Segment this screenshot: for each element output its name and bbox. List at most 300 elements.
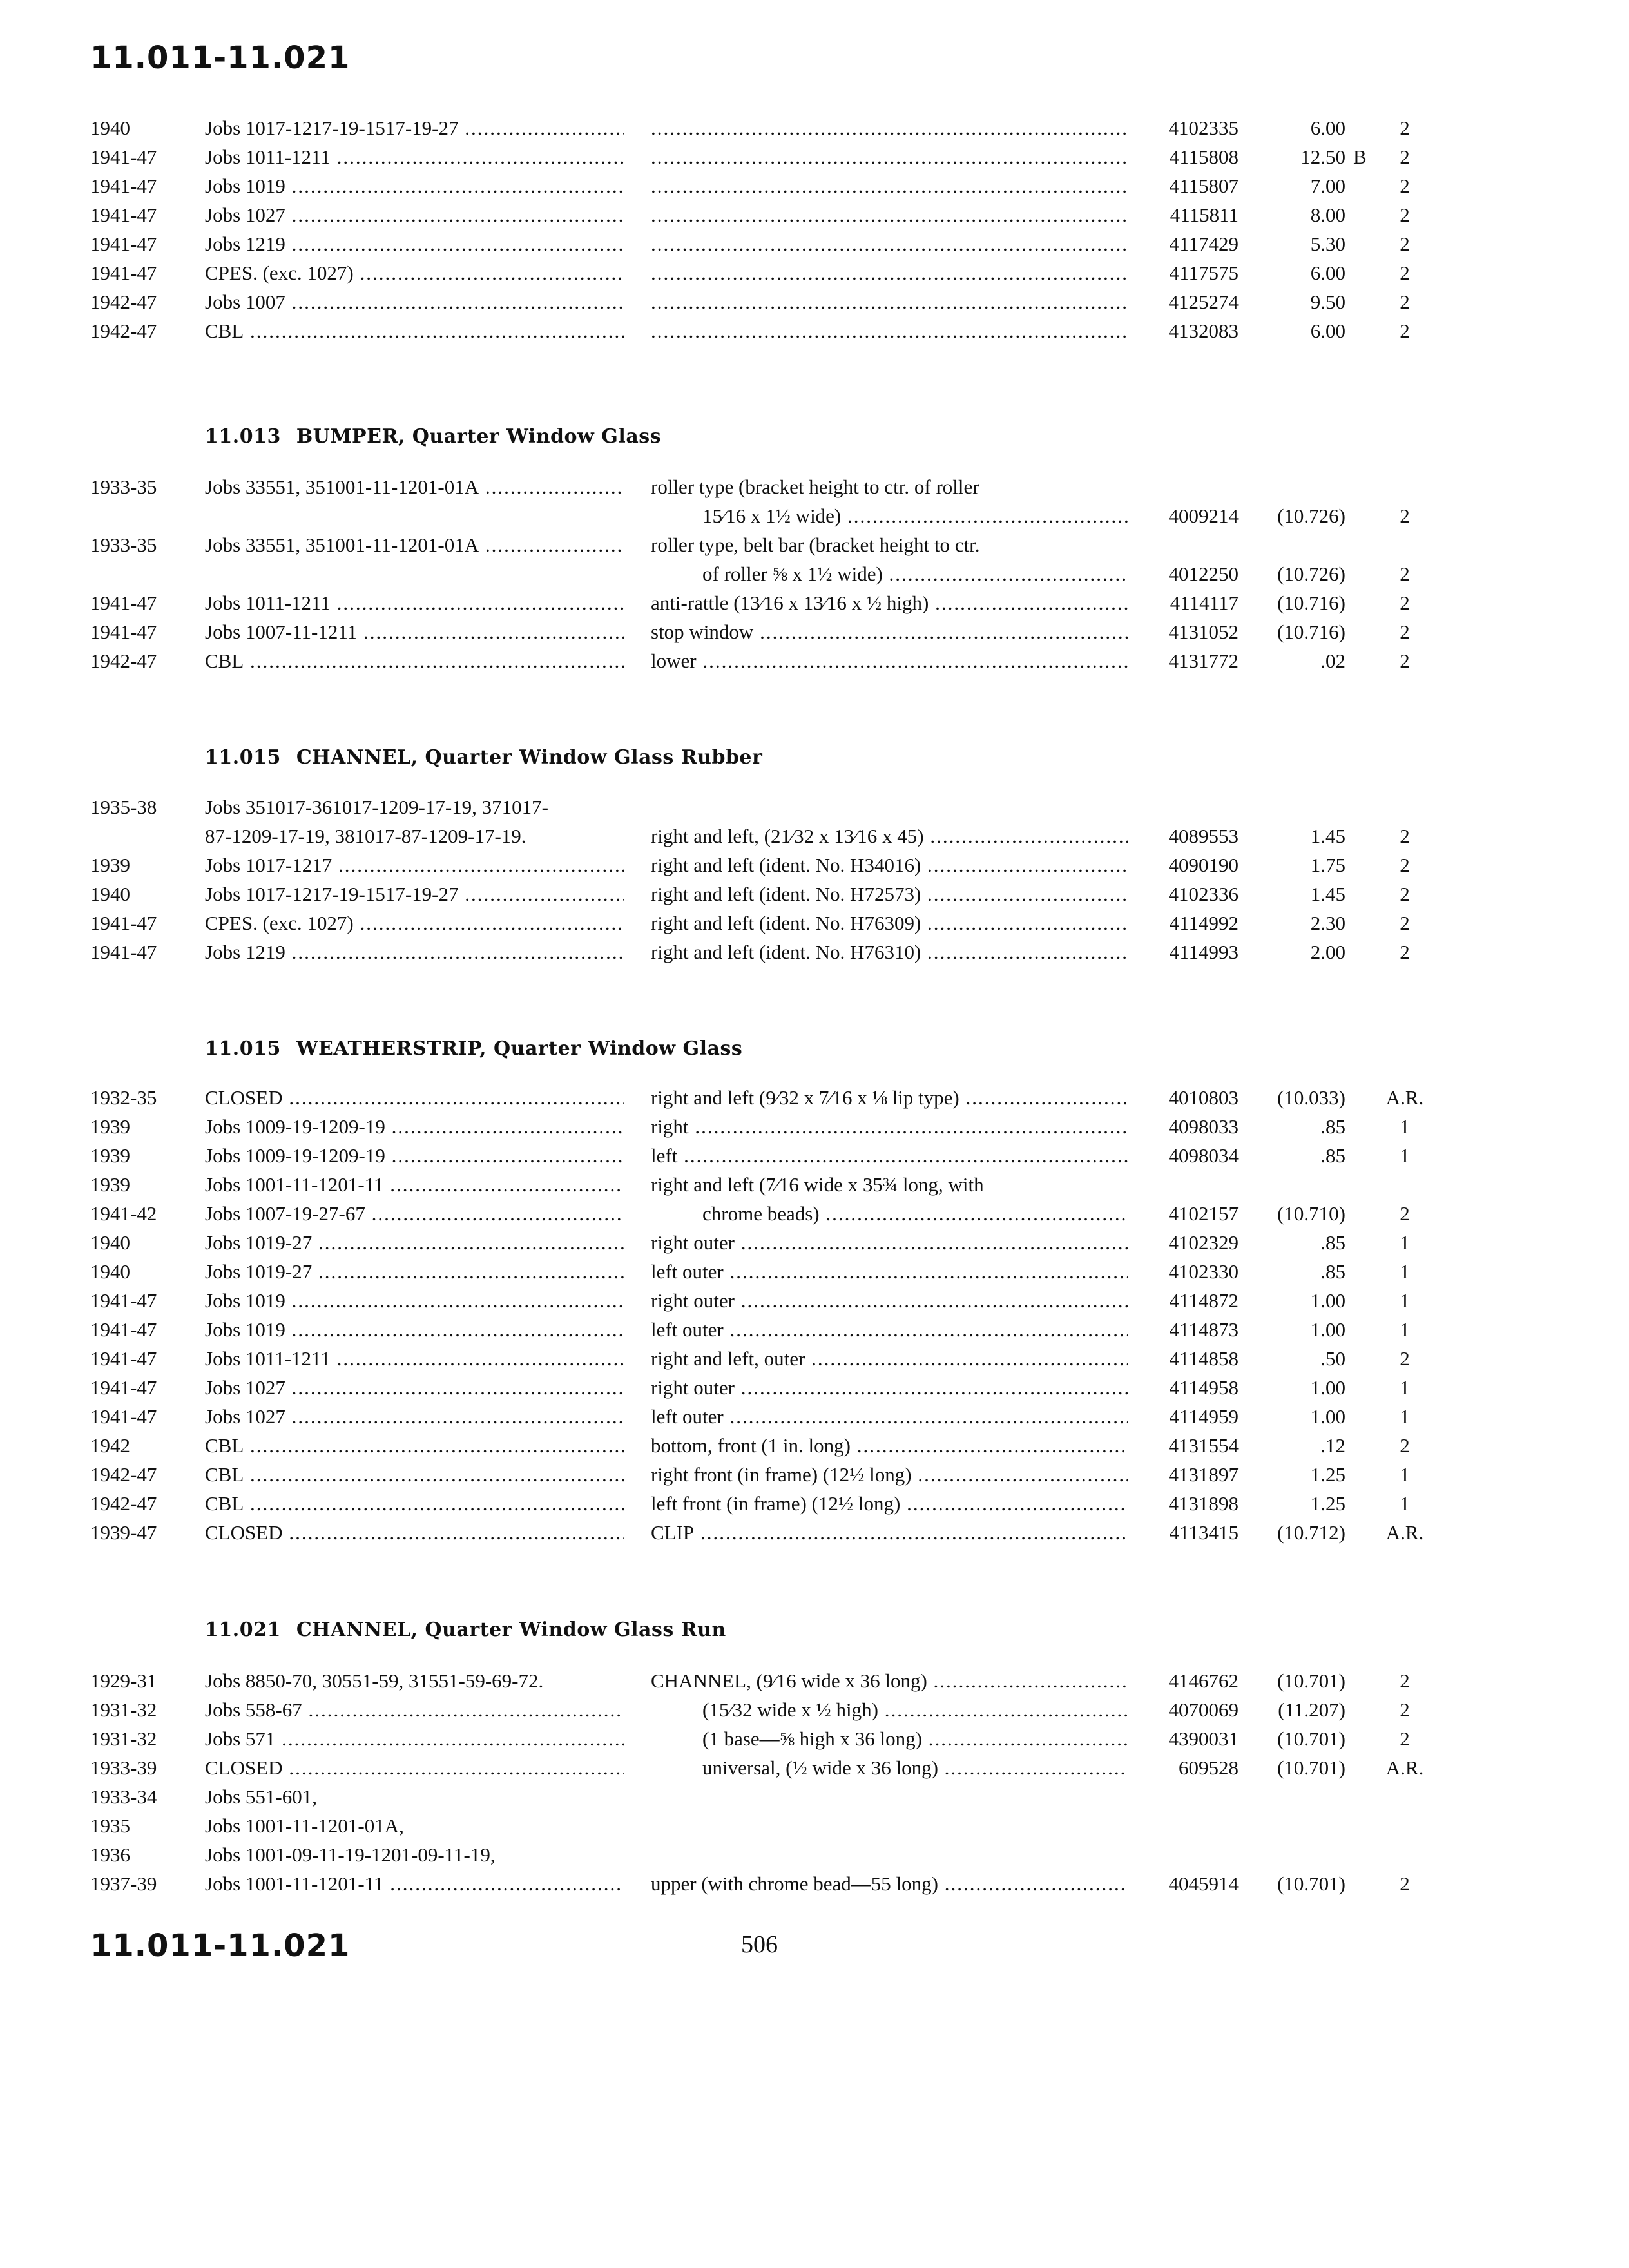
year-cell <box>90 1403 200 1430</box>
year-cell-text: 1941-47 <box>90 1376 157 1399</box>
table-row <box>0 1316 1629 1346</box>
year-cell-text: 1941-47 <box>90 262 157 284</box>
price-cell <box>1244 561 1345 588</box>
part-number-cell-text: 4132083 <box>1168 320 1239 342</box>
quantity-cell-text: 2 <box>1400 562 1410 585</box>
price-cell <box>1244 1374 1345 1401</box>
quantity-cell-text: 1 <box>1400 1463 1410 1486</box>
price-cell-text: (10.712) <box>1277 1521 1345 1544</box>
application-cell <box>205 1200 624 1227</box>
price-cell <box>1244 144 1345 171</box>
table-row <box>0 1374 1629 1404</box>
year-cell <box>90 1316 200 1343</box>
application-cell <box>205 144 624 171</box>
part-number-cell-text: 4131554 <box>1168 1434 1239 1457</box>
part-number-cell-text: 4113415 <box>1169 1521 1239 1544</box>
description-cell-text: roller type (bracket height to ctr. of roller <box>651 476 979 498</box>
price-cell-text: (10.033) <box>1277 1086 1345 1109</box>
quantity-cell-text: 2 <box>1400 233 1410 255</box>
part-number-cell <box>1141 561 1239 588</box>
application-cell-text: CBL <box>205 1492 244 1515</box>
year-cell <box>90 1374 200 1401</box>
price-cell-text: (10.701) <box>1277 1756 1345 1779</box>
year-cell-text: 1939 <box>90 1115 130 1138</box>
year-cell-text: 1935 <box>90 1814 130 1837</box>
quantity-cell <box>1379 1754 1431 1782</box>
part-number-cell-text: 4102157 <box>1168 1202 1239 1225</box>
year-cell-text: 1933-39 <box>90 1756 157 1779</box>
application-cell <box>205 231 624 258</box>
part-number-cell-text: 4114992 <box>1169 912 1239 934</box>
section-title <box>205 1619 726 1641</box>
quantity-cell-text: 2 <box>1400 1347 1410 1370</box>
description-cell <box>651 1461 1128 1488</box>
description-cell-text: chrome beads) <box>702 1202 820 1225</box>
description-cell-text: 15⁄16 x 1½ wide) <box>702 505 842 527</box>
quantity-cell <box>1379 910 1431 937</box>
part-number-cell <box>1141 1754 1239 1782</box>
application-cell <box>205 823 624 850</box>
application-cell-text: Jobs 1017-1217-19-1517-19-27 <box>205 117 459 139</box>
year-cell <box>90 1287 200 1314</box>
price-cell <box>1244 1142 1345 1169</box>
price-cell-text: 5.30 <box>1310 233 1345 255</box>
application-cell <box>205 1696 624 1724</box>
year-cell <box>90 590 200 617</box>
year-cell-text: 1942-47 <box>90 291 157 313</box>
part-number-cell-text: 4102335 <box>1168 117 1239 139</box>
application-cell-text: Jobs 1009-19-1209-19 <box>205 1144 385 1167</box>
description-cell-text: CLIP <box>651 1521 695 1544</box>
application-cell-text: CPES. (exc. 1027) <box>205 912 354 934</box>
page-footer-code: 11.011-11.021 <box>90 1928 351 1964</box>
quantity-cell <box>1379 648 1431 675</box>
application-cell-text: Jobs 1017-1217-19-1517-19-27 <box>205 883 459 905</box>
year-cell <box>90 1783 200 1811</box>
part-number-cell <box>1141 202 1239 229</box>
description-cell <box>651 648 1128 675</box>
application-cell-text: Jobs 1011-1211 <box>205 146 331 168</box>
part-number-cell <box>1141 144 1239 171</box>
table-row <box>0 1142 1629 1172</box>
description-cell <box>651 619 1128 646</box>
description-cell <box>651 1754 1128 1782</box>
description-cell-text: left outer <box>651 1405 724 1428</box>
quantity-cell-text: 2 <box>1400 1727 1410 1750</box>
price-cell-text: .85 <box>1320 1260 1345 1283</box>
part-number-cell-text: 4102336 <box>1168 883 1239 905</box>
year-cell-text: 1941-47 <box>90 233 157 255</box>
table-row <box>0 590 1629 619</box>
year-cell <box>90 173 200 200</box>
year-cell-text: 1941-42 <box>90 1202 157 1225</box>
year-cell <box>90 1696 200 1724</box>
year-cell-text: 1941-47 <box>90 620 157 643</box>
application-cell <box>205 474 624 501</box>
price-cell-text: (10.710) <box>1277 1202 1345 1225</box>
application-cell-text: Jobs 1019-27 <box>205 1260 313 1283</box>
description-cell-text: (1 base—⅝ high x 36 long) <box>702 1727 922 1750</box>
table-row <box>0 231 1629 260</box>
price-cell <box>1244 881 1345 908</box>
quantity-cell-text: 2 <box>1400 1698 1410 1721</box>
year-cell <box>90 1171 200 1198</box>
description-cell <box>651 1432 1128 1459</box>
year-cell-text: 1935-38 <box>90 796 157 818</box>
price-cell <box>1244 173 1345 200</box>
part-number-cell <box>1141 590 1239 617</box>
part-number-cell-text: 4115811 <box>1170 204 1239 226</box>
price-cell-text: 6.00 <box>1310 117 1345 139</box>
application-cell <box>205 318 624 345</box>
description-cell-text: right and left (ident. No. H76309) <box>651 912 921 934</box>
table-row <box>0 939 1629 968</box>
year-cell-text: 1940 <box>90 117 130 139</box>
year-cell-text: 1942-47 <box>90 649 157 672</box>
part-number-cell-text: 4125274 <box>1168 291 1239 313</box>
year-cell-text: 1929-31 <box>90 1669 157 1692</box>
description-cell-text: left outer <box>651 1318 724 1341</box>
quantity-cell <box>1379 939 1431 966</box>
description-cell-text: right and left (ident. No. H72573) <box>651 883 921 905</box>
year-cell-text: 1941-47 <box>90 1405 157 1428</box>
price-cell <box>1244 1084 1345 1111</box>
price-cell-text: 1.25 <box>1310 1492 1345 1515</box>
quantity-cell-text: 2 <box>1400 649 1410 672</box>
year-cell <box>90 1084 200 1111</box>
quantity-cell-text: 2 <box>1400 620 1410 643</box>
application-cell <box>205 590 624 617</box>
section-title <box>205 1037 742 1060</box>
description-cell <box>651 1374 1128 1401</box>
description-cell <box>651 1403 1128 1430</box>
application-cell-text: Jobs 1219 <box>205 233 285 255</box>
application-cell-text: Jobs 1001-11-1201-11 <box>205 1872 384 1895</box>
description-cell <box>651 910 1128 937</box>
description-cell <box>651 561 1128 588</box>
application-cell-text: Jobs 33551, 351001-11-1201-01A <box>205 476 479 498</box>
year-cell <box>90 318 200 345</box>
quantity-cell <box>1379 1287 1431 1314</box>
quantity-cell <box>1379 144 1431 171</box>
price-cell-text: (10.701) <box>1277 1872 1345 1895</box>
application-cell-text: Jobs 1001-11-1201-11 <box>205 1173 384 1196</box>
description-cell <box>651 202 1128 229</box>
year-cell <box>90 1841 200 1869</box>
table-row <box>0 1084 1629 1114</box>
quantity-cell-text: 2 <box>1400 1202 1410 1225</box>
section-heading: WEATHERSTRIP, Quarter Window Glass <box>296 1037 743 1060</box>
year-cell-text: 1936 <box>90 1843 130 1866</box>
section-number: 11.021 <box>205 1619 281 1641</box>
application-cell <box>205 1841 624 1869</box>
description-cell <box>651 939 1128 966</box>
quantity-cell-text: 1 <box>1400 1231 1410 1254</box>
section-title <box>205 746 762 769</box>
price-cell <box>1244 1258 1345 1285</box>
application-cell <box>205 1258 624 1285</box>
application-cell-text: CLOSED <box>205 1521 283 1544</box>
table-row <box>0 202 1629 231</box>
year-cell <box>90 231 200 258</box>
quantity-cell-text: 2 <box>1400 941 1410 963</box>
quantity-cell <box>1379 1113 1431 1140</box>
description-cell <box>651 144 1128 171</box>
table-row <box>0 1432 1629 1462</box>
table-row <box>0 1490 1629 1520</box>
description-cell <box>651 503 1128 530</box>
year-cell-text: 1942 <box>90 1434 130 1457</box>
table-row <box>0 1519 1629 1549</box>
price-cell-text: 8.00 <box>1310 204 1345 226</box>
description-cell <box>651 532 1128 559</box>
quantity-cell-text: 2 <box>1400 883 1410 905</box>
description-cell <box>651 1519 1128 1546</box>
application-cell-text: Jobs 1001-11-1201-01A, <box>205 1814 404 1837</box>
application-cell <box>205 532 624 559</box>
description-cell <box>651 1725 1128 1753</box>
part-number-cell-text: 609528 <box>1179 1756 1239 1779</box>
year-cell <box>90 1667 200 1695</box>
description-cell <box>651 823 1128 850</box>
application-cell-text: Jobs 1019 <box>205 175 285 197</box>
description-cell-text: universal, (½ wide x 36 long) <box>702 1756 938 1779</box>
year-cell <box>90 474 200 501</box>
application-cell-text: Jobs 1011-1211 <box>205 1347 331 1370</box>
application-cell-text: Jobs 1007 <box>205 291 285 313</box>
year-cell <box>90 144 200 171</box>
year-cell-text: 1933-34 <box>90 1785 157 1808</box>
part-number-cell-text: 4089553 <box>1168 825 1239 847</box>
price-cell <box>1244 939 1345 966</box>
part-number-cell-text: 4114872 <box>1169 1289 1239 1312</box>
price-cell <box>1244 115 1345 142</box>
table-row <box>0 1870 1629 1900</box>
table-row <box>0 619 1629 648</box>
price-cell <box>1244 1667 1345 1695</box>
price-cell-text: 1.00 <box>1310 1405 1345 1428</box>
part-number-cell <box>1141 1229 1239 1256</box>
table-row <box>0 474 1629 503</box>
price-cell <box>1244 1725 1345 1753</box>
application-cell-text: Jobs 1019 <box>205 1318 285 1341</box>
application-cell <box>205 1084 624 1111</box>
quantity-cell-text: 2 <box>1400 291 1410 313</box>
part-number-cell <box>1141 1345 1239 1372</box>
description-cell <box>651 1229 1128 1256</box>
price-cell <box>1244 1754 1345 1782</box>
section-heading: BUMPER, Quarter Window Glass <box>296 425 662 448</box>
part-number-cell-text: 4131772 <box>1168 649 1239 672</box>
application-cell <box>205 260 624 287</box>
quantity-cell-text: 2 <box>1400 1434 1410 1457</box>
quantity-cell <box>1379 289 1431 316</box>
quantity-cell <box>1379 1725 1431 1753</box>
price-cell-text: 1.00 <box>1310 1318 1345 1341</box>
year-cell <box>90 619 200 646</box>
application-cell-text: Jobs 1027 <box>205 204 285 226</box>
application-cell <box>205 910 624 937</box>
price-cell <box>1244 1519 1345 1546</box>
application-cell <box>205 1725 624 1753</box>
description-cell-text: left outer <box>651 1260 724 1283</box>
part-number-cell-text: 4114858 <box>1169 1347 1239 1370</box>
year-cell <box>90 910 200 937</box>
description-cell <box>651 1142 1128 1169</box>
description-cell <box>651 1171 1128 1198</box>
price-cell <box>1244 1403 1345 1430</box>
quantity-cell-text: 1 <box>1400 1318 1410 1341</box>
application-cell-text: Jobs 558-67 <box>205 1698 302 1721</box>
part-number-cell <box>1141 503 1239 530</box>
description-cell <box>651 1696 1128 1724</box>
application-cell <box>205 202 624 229</box>
price-cell <box>1244 289 1345 316</box>
year-cell-text: 1932-35 <box>90 1086 157 1109</box>
table-row <box>0 318 1629 347</box>
part-number-cell-text: 4012250 <box>1168 562 1239 585</box>
price-cell <box>1244 1113 1345 1140</box>
application-cell-text: Jobs 1019 <box>205 1289 285 1312</box>
application-cell <box>205 1667 624 1695</box>
part-number-cell <box>1141 619 1239 646</box>
price-cell-text: 1.00 <box>1310 1289 1345 1312</box>
table-row <box>0 823 1629 852</box>
price-cell-text: (10.726) <box>1277 562 1345 585</box>
application-cell-text: CLOSED <box>205 1086 283 1109</box>
year-cell-text: 1940 <box>90 1260 130 1283</box>
description-cell-text: right outer <box>651 1376 735 1399</box>
table-row <box>0 1461 1629 1491</box>
quantity-cell-text: 2 <box>1400 117 1410 139</box>
application-cell-text: Jobs 1027 <box>205 1405 285 1428</box>
year-cell <box>90 260 200 287</box>
application-cell-text: CBL <box>205 1434 244 1457</box>
application-cell <box>205 1142 624 1169</box>
part-number-cell <box>1141 939 1239 966</box>
application-cell-text: CBL <box>205 320 244 342</box>
year-cell <box>90 1754 200 1782</box>
section-number: 11.015 <box>205 746 281 769</box>
quantity-cell <box>1379 1374 1431 1401</box>
description-cell-text: bottom, front (1 in. long) <box>651 1434 851 1457</box>
quantity-cell <box>1379 1667 1431 1695</box>
year-cell <box>90 939 200 966</box>
description-cell-text: right <box>651 1115 689 1138</box>
table-row <box>0 852 1629 881</box>
part-number-cell-text: 4098034 <box>1168 1144 1239 1167</box>
quantity-cell-text: A.R. <box>1385 1521 1424 1544</box>
application-cell <box>205 1403 624 1430</box>
part-number-cell-text: 4114873 <box>1169 1318 1239 1341</box>
year-cell-text: 1941-47 <box>90 591 157 614</box>
part-number-cell <box>1141 1200 1239 1227</box>
price-cell-text: 6.00 <box>1310 262 1345 284</box>
part-number-cell <box>1141 1725 1239 1753</box>
year-cell-text: 1933-35 <box>90 533 157 556</box>
price-cell <box>1244 910 1345 937</box>
part-number-cell <box>1141 1461 1239 1488</box>
part-number-cell-text: 4114117 <box>1170 591 1239 614</box>
price-cell-text: .85 <box>1320 1144 1345 1167</box>
table-row <box>0 1696 1629 1726</box>
table-row <box>0 561 1629 590</box>
table-row <box>0 1200 1629 1230</box>
quantity-cell-text: 1 <box>1400 1115 1410 1138</box>
table-row <box>0 794 1629 823</box>
quantity-cell-text: 2 <box>1400 825 1410 847</box>
section-heading: CHANNEL, Quarter Window Glass Rubber <box>296 746 763 769</box>
quantity-cell <box>1379 852 1431 879</box>
application-cell <box>205 173 624 200</box>
quantity-cell-text: 1 <box>1400 1260 1410 1283</box>
quantity-cell <box>1379 881 1431 908</box>
application-cell <box>205 852 624 879</box>
part-number-cell-text: 4131898 <box>1168 1492 1239 1515</box>
year-cell-text: 1937-39 <box>90 1872 157 1895</box>
quantity-cell-text: 2 <box>1400 175 1410 197</box>
quantity-cell <box>1379 173 1431 200</box>
section-number: 11.013 <box>205 425 281 448</box>
part-number-cell <box>1141 1316 1239 1343</box>
application-cell-text: CPES. (exc. 1027) <box>205 262 354 284</box>
application-cell <box>205 1374 624 1401</box>
year-cell-text: 1931-32 <box>90 1698 157 1721</box>
description-cell-text: of roller ⅝ x 1½ wide) <box>702 562 883 585</box>
description-cell-text: right and left, (21⁄32 x 13⁄16 x 45) <box>651 825 924 847</box>
part-number-cell <box>1141 260 1239 287</box>
quantity-cell <box>1379 115 1431 142</box>
application-cell <box>205 1812 624 1840</box>
table-row <box>0 503 1629 532</box>
price-cell-text: (11.207) <box>1278 1698 1345 1721</box>
price-cell-text: .85 <box>1320 1231 1345 1254</box>
price-cell <box>1244 260 1345 287</box>
quantity-cell-text: 2 <box>1400 912 1410 934</box>
quantity-cell-text: 2 <box>1400 1872 1410 1895</box>
year-cell <box>90 1142 200 1169</box>
year-cell-text: 1941-47 <box>90 1318 157 1341</box>
part-number-cell <box>1141 1287 1239 1314</box>
part-number-cell-text: 4131052 <box>1168 620 1239 643</box>
application-cell <box>205 1432 624 1459</box>
table-row <box>0 1171 1629 1201</box>
table-row <box>0 648 1629 677</box>
part-number-cell-text: 4114993 <box>1169 941 1239 963</box>
year-cell-text: 1939 <box>90 1144 130 1167</box>
year-cell <box>90 1812 200 1840</box>
application-cell <box>205 1113 624 1140</box>
year-cell <box>90 1345 200 1372</box>
year-cell-text: 1939 <box>90 854 130 876</box>
table-row <box>0 532 1629 561</box>
quantity-cell-text: 2 <box>1400 204 1410 226</box>
description-cell-text: right outer <box>651 1289 735 1312</box>
year-cell-text: 1941-47 <box>90 941 157 963</box>
description-cell <box>651 1113 1128 1140</box>
description-cell <box>651 115 1128 142</box>
year-cell <box>90 1200 200 1227</box>
quantity-cell-text: 1 <box>1400 1144 1410 1167</box>
price-cell <box>1244 1870 1345 1898</box>
part-number-cell <box>1141 852 1239 879</box>
flag-cell-text: B <box>1353 146 1367 168</box>
section-heading: CHANNEL, Quarter Window Glass Run <box>296 1619 726 1641</box>
part-number-cell-text: 4090190 <box>1168 854 1239 876</box>
description-cell <box>651 1316 1128 1343</box>
year-cell <box>90 881 200 908</box>
description-cell-text: right and left (9⁄32 x 7⁄16 x ⅛ lip type) <box>651 1086 959 1109</box>
